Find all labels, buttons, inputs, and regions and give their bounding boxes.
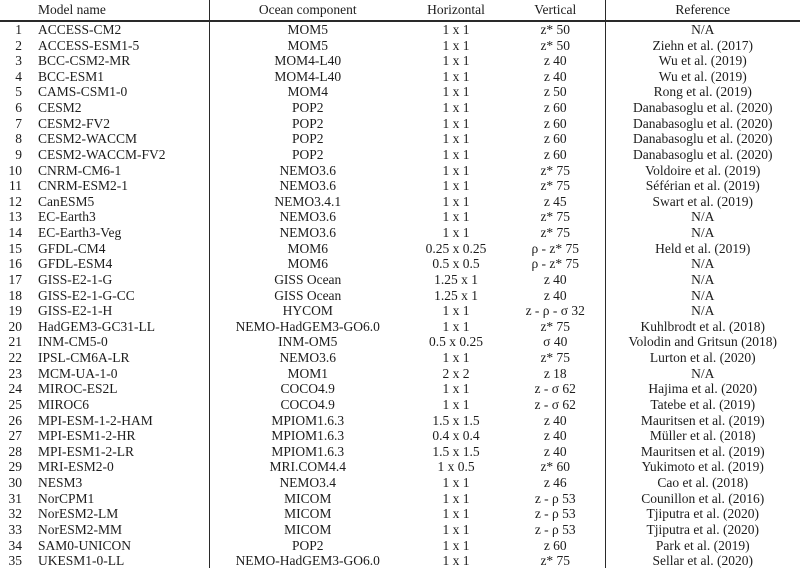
model-name-cell: MCM-UA-1-0 bbox=[22, 366, 209, 382]
vertical-resolution-cell: z 40 bbox=[506, 69, 605, 85]
vertical-resolution-cell: z 50 bbox=[506, 84, 605, 100]
model-name-cell: GFDL-CM4 bbox=[22, 241, 209, 257]
model-name-cell: CESM2-WACCM-FV2 bbox=[22, 147, 209, 163]
reference-cell: N/A bbox=[691, 256, 715, 272]
ocean-component-cell: COCO4.9 bbox=[280, 396, 335, 412]
row-number-cell: 1 bbox=[15, 22, 22, 37]
row-number-cell: 13 bbox=[8, 209, 22, 225]
table-row bbox=[0, 209, 800, 225]
col-header-vertical: Vertical bbox=[506, 0, 605, 21]
vertical-resolution-cell: z 60 bbox=[506, 131, 605, 147]
reference-cell: N/A bbox=[691, 22, 715, 37]
reference-cell: Wu et al. (2019) bbox=[658, 68, 747, 84]
model-name-cell: CESM2-WACCM bbox=[22, 131, 209, 147]
table-row bbox=[0, 37, 800, 53]
horizontal-resolution-cell: 1.25 x 1 bbox=[434, 287, 478, 303]
reference-cell: Danabasoglu et al. (2020) bbox=[633, 146, 773, 162]
vertical-resolution-cell: z* 75 bbox=[506, 162, 605, 178]
table-header bbox=[0, 0, 800, 21]
reference-cell: Swart et al. (2019) bbox=[652, 193, 753, 209]
row-number-cell: 22 bbox=[8, 350, 22, 366]
model-name-cell: GISS-E2-1-G bbox=[22, 272, 209, 288]
vertical-resolution-cell: z 40 bbox=[506, 272, 605, 288]
model-name-cell: CESM2 bbox=[22, 100, 209, 116]
ocean-component-cell: NEMO3.4.1 bbox=[274, 193, 342, 209]
table-row bbox=[0, 397, 800, 413]
table-row bbox=[0, 116, 800, 132]
row-number-cell: 29 bbox=[8, 459, 22, 475]
table-row bbox=[0, 350, 800, 366]
horizontal-resolution-cell: 1.25 x 1 bbox=[434, 271, 478, 287]
table-row bbox=[0, 303, 800, 319]
ocean-component-cell: COCO4.9 bbox=[280, 381, 335, 397]
reference-cell: Cao et al. (2018) bbox=[657, 475, 749, 491]
table-row bbox=[0, 366, 800, 382]
row-number-cell: 23 bbox=[8, 365, 22, 381]
horizontal-resolution-cell: 1 x 0.5 bbox=[437, 459, 475, 475]
ocean-component-cell: MPIOM1.6.3 bbox=[271, 443, 345, 459]
col-header-model-name: Model name bbox=[22, 0, 209, 21]
ocean-component-cell: GISS Ocean bbox=[274, 287, 342, 303]
horizontal-resolution-cell: 1 x 1 bbox=[442, 22, 470, 37]
model-name-cell: CNRM-ESM2-1 bbox=[22, 178, 209, 194]
model-name-cell: GFDL-ESM4 bbox=[22, 256, 209, 272]
reference-cell: Müller et al. (2018) bbox=[649, 428, 756, 444]
vertical-resolution-cell: z 40 bbox=[506, 412, 605, 428]
reference-cell: Counillon et al. (2016) bbox=[641, 490, 765, 506]
horizontal-resolution-cell: 0.25 x 0.25 bbox=[425, 240, 487, 256]
row-number-cell: 18 bbox=[8, 287, 22, 303]
vertical-resolution-cell: z - ρ 53 bbox=[506, 491, 605, 507]
vertical-resolution-cell: z 40 bbox=[506, 428, 605, 444]
horizontal-resolution-cell: 1 x 1 bbox=[442, 318, 470, 334]
row-number-cell: 25 bbox=[8, 396, 22, 412]
ocean-component-cell: NEMO3.6 bbox=[279, 350, 337, 366]
row-number-cell: 26 bbox=[8, 412, 22, 428]
row-number-cell: 21 bbox=[8, 334, 22, 350]
header-row bbox=[0, 0, 800, 21]
table-row bbox=[0, 131, 800, 147]
horizontal-resolution-cell: 1.5 x 1.5 bbox=[432, 412, 480, 428]
col-header-ocean-component: Ocean component bbox=[209, 0, 406, 21]
reference-cell: Wu et al. (2019) bbox=[658, 53, 747, 69]
ocean-component-cell: MOM6 bbox=[287, 240, 328, 256]
table-row bbox=[0, 319, 800, 335]
table-row bbox=[0, 522, 800, 538]
table-row bbox=[0, 553, 800, 568]
horizontal-resolution-cell: 1 x 1 bbox=[442, 178, 470, 194]
horizontal-resolution-cell: 1 x 1 bbox=[442, 131, 470, 147]
vertical-resolution-cell: z 18 bbox=[506, 366, 605, 382]
ocean-component-cell: MPIOM1.6.3 bbox=[271, 428, 345, 444]
table-row bbox=[0, 147, 800, 163]
row-number-cell: 4 bbox=[15, 68, 22, 84]
vertical-resolution-cell: z* 75 bbox=[506, 553, 605, 568]
ocean-component-cell: MICOM bbox=[284, 506, 332, 522]
horizontal-resolution-cell: 1 x 1 bbox=[442, 68, 470, 84]
row-number-cell: 30 bbox=[8, 475, 22, 491]
table-row bbox=[0, 287, 800, 303]
reference-cell: Yukimoto et al. (2019) bbox=[641, 459, 764, 475]
vertical-resolution-cell: z* 50 bbox=[506, 37, 605, 53]
table-row bbox=[0, 428, 800, 444]
row-number-cell: 12 bbox=[8, 193, 22, 209]
row-number-cell: 5 bbox=[15, 84, 22, 100]
reference-cell: Mauritsen et al. (2019) bbox=[640, 443, 765, 459]
vertical-resolution-cell: z 60 bbox=[506, 147, 605, 163]
model-name-cell: MPI-ESM1-2-LR bbox=[22, 444, 209, 460]
horizontal-resolution-cell: 1 x 1 bbox=[442, 225, 470, 241]
vertical-resolution-cell: z* 75 bbox=[506, 319, 605, 335]
reference-cell: Kuhlbrodt et al. (2018) bbox=[640, 318, 765, 334]
reference-cell: Tjiputra et al. (2020) bbox=[646, 521, 759, 537]
model-name-cell: CAMS-CSM1-0 bbox=[22, 84, 209, 100]
row-number-cell: 8 bbox=[15, 131, 22, 147]
vertical-resolution-cell: z* 75 bbox=[506, 209, 605, 225]
ocean-component-cell: NEMO3.6 bbox=[279, 225, 337, 241]
row-number-cell: 19 bbox=[8, 303, 22, 319]
horizontal-resolution-cell: 1 x 1 bbox=[442, 162, 470, 178]
reference-cell: Danabasoglu et al. (2020) bbox=[633, 100, 773, 116]
vertical-resolution-cell: z 45 bbox=[506, 194, 605, 210]
reference-cell: Séférian et al. (2019) bbox=[645, 178, 760, 194]
reference-cell: N/A bbox=[691, 303, 715, 319]
model-name-cell: ACCESS-CM2 bbox=[22, 21, 209, 37]
table-row bbox=[0, 506, 800, 522]
model-name-cell: MPI-ESM1-2-HR bbox=[22, 428, 209, 444]
model-name-cell: NorCPM1 bbox=[22, 491, 209, 507]
vertical-resolution-cell: σ 40 bbox=[506, 334, 605, 350]
model-name-cell: MPI-ESM-1-2-HAM bbox=[22, 412, 209, 428]
reference-cell: Rong et al. (2019) bbox=[653, 84, 752, 100]
vertical-resolution-cell: z 40 bbox=[506, 444, 605, 460]
ocean-component-cell: MPIOM1.6.3 bbox=[271, 412, 345, 428]
ocean-component-cell: HYCOM bbox=[282, 303, 333, 319]
ocean-component-cell: GISS Ocean bbox=[274, 271, 342, 287]
table-row bbox=[0, 53, 800, 69]
table-row bbox=[0, 256, 800, 272]
horizontal-resolution-cell: 1 x 1 bbox=[442, 350, 470, 366]
vertical-resolution-cell: z - ρ 53 bbox=[506, 522, 605, 538]
horizontal-resolution-cell: 1 x 1 bbox=[442, 100, 470, 116]
row-number-cell: 28 bbox=[8, 443, 22, 459]
ocean-component-cell: POP2 bbox=[291, 115, 324, 131]
horizontal-resolution-cell: 1 x 1 bbox=[442, 396, 470, 412]
col-header-row-number bbox=[0, 0, 22, 21]
ocean-component-cell: MOM5 bbox=[287, 22, 328, 37]
ocean-component-cell: POP2 bbox=[291, 100, 324, 116]
model-name-cell: UKESM1-0-LL bbox=[22, 553, 209, 568]
horizontal-resolution-cell: 2 x 2 bbox=[442, 365, 470, 381]
reference-cell: Mauritsen et al. (2019) bbox=[640, 412, 765, 428]
vertical-resolution-cell: z* 50 bbox=[506, 21, 605, 37]
reference-cell: Hajima et al. (2020) bbox=[648, 381, 758, 397]
model-name-cell: INM-CM5-0 bbox=[22, 334, 209, 350]
row-number-cell: 2 bbox=[15, 37, 22, 53]
reference-cell: Ziehn et al. (2017) bbox=[652, 37, 753, 53]
ocean-component-cell: INM-OM5 bbox=[278, 334, 338, 350]
vertical-resolution-cell: z* 75 bbox=[506, 225, 605, 241]
model-name-cell: NorESM2-MM bbox=[22, 522, 209, 538]
ocean-component-cell: MRI.COM4.4 bbox=[269, 459, 346, 475]
reference-cell: Voldoire et al. (2019) bbox=[645, 162, 761, 178]
horizontal-resolution-cell: 1 x 1 bbox=[442, 303, 470, 319]
row-number-cell: 31 bbox=[8, 490, 22, 506]
horizontal-resolution-cell: 1 x 1 bbox=[442, 506, 470, 522]
model-name-cell: CanESM5 bbox=[22, 194, 209, 210]
vertical-resolution-cell: z 60 bbox=[506, 100, 605, 116]
model-name-cell: MIROC-ES2L bbox=[22, 381, 209, 397]
horizontal-resolution-cell: 0.5 x 0.25 bbox=[429, 334, 483, 350]
table-row bbox=[0, 381, 800, 397]
model-name-cell: CESM2-FV2 bbox=[22, 116, 209, 132]
vertical-resolution-cell: z 60 bbox=[506, 537, 605, 553]
row-number-cell: 27 bbox=[8, 428, 22, 444]
col-header-reference: Reference bbox=[605, 0, 800, 21]
table-row bbox=[0, 537, 800, 553]
ocean-component-cell: NEMO-HadGEM3-GO6.0 bbox=[235, 318, 380, 334]
reference-cell: Tjiputra et al. (2020) bbox=[646, 506, 759, 522]
horizontal-resolution-cell: 1 x 1 bbox=[442, 53, 470, 69]
reference-cell: N/A bbox=[691, 209, 715, 225]
row-number-cell: 7 bbox=[15, 115, 22, 131]
ocean-component-cell: MOM4-L40 bbox=[274, 68, 342, 84]
ocean-component-cell: MOM4 bbox=[287, 84, 328, 100]
horizontal-resolution-cell: 0.4 x 0.4 bbox=[432, 428, 480, 444]
row-number-cell: 3 bbox=[15, 53, 22, 69]
row-number-cell: 24 bbox=[8, 381, 22, 397]
vertical-resolution-cell: z* 75 bbox=[506, 350, 605, 366]
horizontal-resolution-cell: 1.5 x 1.5 bbox=[432, 443, 480, 459]
vertical-resolution-cell: z 60 bbox=[506, 116, 605, 132]
reference-cell: Sellar et al. (2020) bbox=[652, 553, 753, 568]
row-number-cell: 6 bbox=[15, 100, 22, 116]
model-name-cell: HadGEM3-GC31-LL bbox=[22, 319, 209, 335]
table-row bbox=[0, 69, 800, 85]
model-name-cell: EC-Earth3 bbox=[22, 209, 209, 225]
reference-cell: Tatebe et al. (2019) bbox=[650, 396, 756, 412]
model-name-cell: EC-Earth3-Veg bbox=[22, 225, 209, 241]
ocean-component-cell: MICOM bbox=[284, 490, 332, 506]
table-row bbox=[0, 21, 800, 37]
table-row bbox=[0, 225, 800, 241]
row-number-cell: 10 bbox=[8, 162, 22, 178]
horizontal-resolution-cell: 1 x 1 bbox=[442, 475, 470, 491]
table-row bbox=[0, 459, 800, 475]
table-body bbox=[0, 21, 800, 568]
table-row bbox=[0, 272, 800, 288]
row-number-cell: 17 bbox=[8, 271, 22, 287]
ocean-component-cell: NEMO3.6 bbox=[279, 178, 337, 194]
ocean-component-cell: NEMO-HadGEM3-GO6.0 bbox=[235, 553, 380, 568]
table-row bbox=[0, 475, 800, 491]
row-number-cell: 14 bbox=[8, 225, 22, 241]
vertical-resolution-cell: z - ρ 53 bbox=[506, 506, 605, 522]
ocean-component-cell: MOM4-L40 bbox=[274, 53, 342, 69]
vertical-resolution-cell: z 46 bbox=[506, 475, 605, 491]
row-number-cell: 32 bbox=[8, 506, 22, 522]
horizontal-resolution-cell: 1 x 1 bbox=[442, 193, 470, 209]
ocean-component-cell: MOM1 bbox=[287, 365, 328, 381]
horizontal-resolution-cell: 1 x 1 bbox=[442, 490, 470, 506]
horizontal-resolution-cell: 1 x 1 bbox=[442, 381, 470, 397]
reference-cell: N/A bbox=[691, 271, 715, 287]
row-number-cell: 15 bbox=[8, 240, 22, 256]
row-number-cell: 16 bbox=[8, 256, 22, 272]
vertical-resolution-cell: ρ - z* 75 bbox=[506, 241, 605, 257]
ocean-component-cell: NEMO3.6 bbox=[279, 209, 337, 225]
ocean-component-cell: NEMO3.6 bbox=[279, 162, 337, 178]
ocean-component-cell: MICOM bbox=[284, 521, 332, 537]
col-header-horizontal: Horizontal bbox=[406, 0, 506, 21]
vertical-resolution-cell: z - σ 62 bbox=[506, 381, 605, 397]
ocean-component-cell: MOM6 bbox=[287, 256, 328, 272]
table-row bbox=[0, 162, 800, 178]
horizontal-resolution-cell: 1 x 1 bbox=[442, 209, 470, 225]
row-number-cell: 35 bbox=[8, 553, 22, 568]
vertical-resolution-cell: z* 60 bbox=[506, 459, 605, 475]
vertical-resolution-cell: z 40 bbox=[506, 287, 605, 303]
row-number-cell: 11 bbox=[9, 178, 22, 194]
model-name-cell: ACCESS-ESM1-5 bbox=[22, 37, 209, 53]
table-row bbox=[0, 84, 800, 100]
model-name-cell: IPSL-CM6A-LR bbox=[22, 350, 209, 366]
ocean-component-cell: POP2 bbox=[291, 146, 324, 162]
horizontal-resolution-cell: 1 x 1 bbox=[442, 553, 470, 568]
model-name-cell: NESM3 bbox=[22, 475, 209, 491]
model-name-cell: BCC-CSM2-MR bbox=[22, 53, 209, 69]
table-row bbox=[0, 412, 800, 428]
horizontal-resolution-cell: 1 x 1 bbox=[442, 84, 470, 100]
ocean-component-cell: MOM5 bbox=[287, 37, 328, 53]
model-name-cell: GISS-E2-1-H bbox=[22, 303, 209, 319]
model-name-cell: GISS-E2-1-G-CC bbox=[22, 287, 209, 303]
model-name-cell: MRI-ESM2-0 bbox=[22, 459, 209, 475]
ocean-component-cell: POP2 bbox=[291, 537, 324, 553]
table-row bbox=[0, 241, 800, 257]
table-row bbox=[0, 334, 800, 350]
vertical-resolution-cell: z - σ 62 bbox=[506, 397, 605, 413]
vertical-resolution-cell: z - ρ - σ 32 bbox=[506, 303, 605, 319]
reference-cell: Volodin and Gritsun (2018) bbox=[628, 334, 778, 350]
model-name-cell: CNRM-CM6-1 bbox=[22, 162, 209, 178]
model-name-cell: MIROC6 bbox=[22, 397, 209, 413]
horizontal-resolution-cell: 1 x 1 bbox=[442, 521, 470, 537]
reference-cell: Danabasoglu et al. (2020) bbox=[633, 131, 773, 147]
horizontal-resolution-cell: 1 x 1 bbox=[442, 146, 470, 162]
table-row bbox=[0, 178, 800, 194]
model-name-cell: SAM0-UNICON bbox=[22, 537, 209, 553]
ocean-component-cell: NEMO3.4 bbox=[279, 475, 337, 491]
table-row bbox=[0, 491, 800, 507]
model-name-cell: NorESM2-LM bbox=[22, 506, 209, 522]
table-row bbox=[0, 444, 800, 460]
vertical-resolution-cell: z 40 bbox=[506, 53, 605, 69]
ocean-component-cell: POP2 bbox=[291, 131, 324, 147]
reference-cell: Lurton et al. (2020) bbox=[649, 350, 756, 366]
row-number-cell: 20 bbox=[8, 318, 22, 334]
row-number-cell: 9 bbox=[15, 146, 22, 162]
row-number-cell: 34 bbox=[8, 537, 22, 553]
vertical-resolution-cell: ρ - z* 75 bbox=[506, 256, 605, 272]
model-name-cell: BCC-ESM1 bbox=[22, 69, 209, 85]
horizontal-resolution-cell: 0.5 x 0.5 bbox=[432, 256, 480, 272]
row-number-cell: 33 bbox=[8, 521, 22, 537]
horizontal-resolution-cell: 1 x 1 bbox=[442, 37, 470, 53]
reference-cell: Park et al. (2019) bbox=[655, 537, 750, 553]
reference-cell: N/A bbox=[691, 287, 715, 303]
table-row bbox=[0, 100, 800, 116]
horizontal-resolution-cell: 1 x 1 bbox=[442, 537, 470, 553]
vertical-resolution-cell: z* 75 bbox=[506, 178, 605, 194]
horizontal-resolution-cell: 1 x 1 bbox=[442, 115, 470, 131]
reference-cell: N/A bbox=[691, 225, 715, 241]
reference-cell: Danabasoglu et al. (2020) bbox=[633, 115, 773, 131]
table-row bbox=[0, 194, 800, 210]
reference-cell: Held et al. (2019) bbox=[655, 240, 751, 256]
reference-cell: N/A bbox=[691, 365, 715, 381]
